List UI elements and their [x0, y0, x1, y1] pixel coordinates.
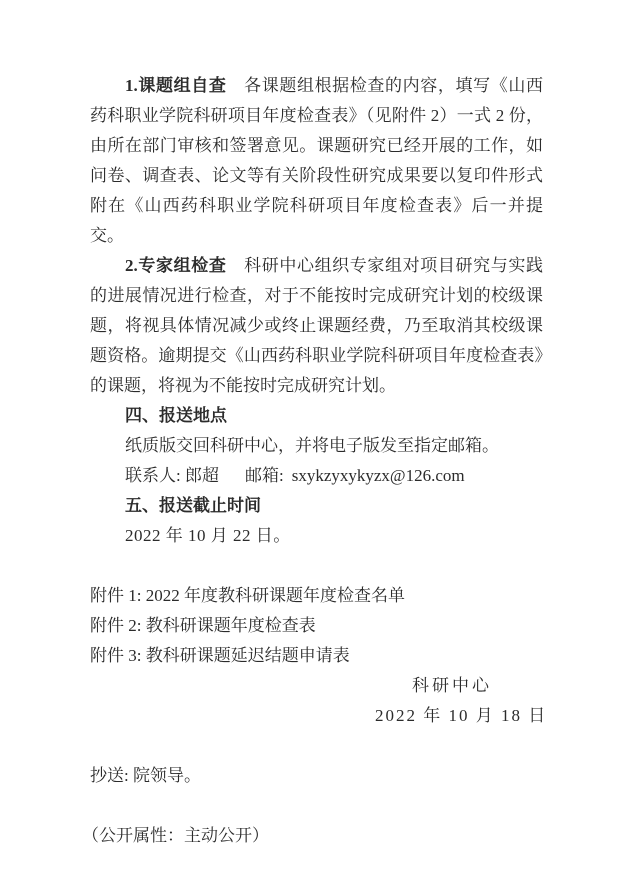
- procedure-item-2: [90, 251, 543, 401]
- cc-line: 抄送: 院领导。: [90, 766, 201, 785]
- signature-org: 科研中心: [412, 676, 492, 695]
- location-line: 纸质版交回科研中心，并将电子版发至指定邮箱。: [125, 436, 499, 455]
- section-location-heading: 四、报送地点: [125, 406, 227, 425]
- contact-line: [90, 461, 543, 491]
- procedure-2-text: 科研中心组织专家组对项目研究与实践的进展情况进行检查，对于不能按时完成研究计划的校级课题，将视具体情况减少或终止课题经费，乃至取消其校级课题资格。逾期提交《山西药科职业学院科研项目年度检查表》的课题，将视为不能按时完成研究计划。: [90, 256, 544, 395]
- contact-person: 联系人: 郎超: [125, 466, 219, 485]
- procedure-1-text: 各课题组根据检查的内容，填写《山西药科职业学院科研项目年度检查表》（见附件 2）一式 2 份，由所在部门审核和签署意见。课题研究已经开展的工作，如问卷、调查表、论文等有关阶段性研究成果要以复印件形式附在《山西药科职业学院科研项目年度检查表》后一并提交。: [90, 76, 544, 245]
- blank-line: [90, 731, 543, 761]
- section-deadline-heading: 五、报送截止时间: [125, 496, 261, 515]
- email-address: sxykzyxykyzx@126.com: [291, 466, 465, 485]
- procedure-item-1: [90, 71, 543, 251]
- attachment-list: [90, 581, 543, 671]
- attachment-item-1: 附件 1: 2022 年度教科研课题年度检查名单: [90, 586, 405, 605]
- attachment-item-3: 附件 3: 教科研课题延迟结题申请表: [90, 646, 350, 665]
- attachment-item-2: 附件 2: 教科研课题年度检查表: [90, 616, 316, 635]
- procedure-2-lead: 2.专家组检查: [125, 256, 227, 275]
- procedure-1-lead: 1.课题组自查: [125, 76, 227, 95]
- signature-date: 2022 年 10 月 18 日: [375, 706, 548, 725]
- email-label: 邮箱:: [244, 466, 284, 485]
- document-content: [82, 71, 548, 851]
- disclosure-line: （公开属性：主动公开）: [82, 826, 269, 845]
- blank-line: [90, 551, 543, 581]
- blank-line: [90, 791, 543, 821]
- deadline-date: 2022 年 10 月 22 日。: [125, 526, 291, 545]
